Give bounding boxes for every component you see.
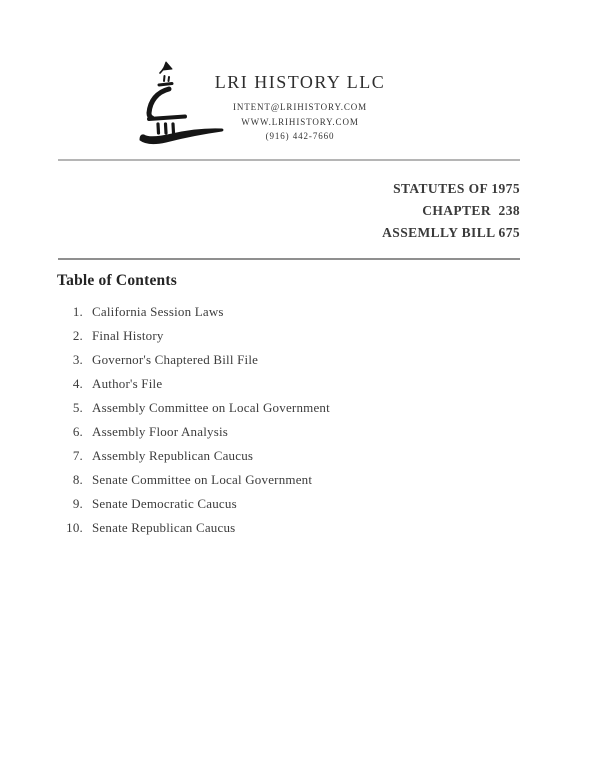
- toc-item: [50, 400, 330, 424]
- toc-item: [50, 304, 330, 328]
- toc-item: [50, 352, 330, 376]
- toc-item-number: 4.: [72, 376, 83, 391]
- toc-item-number: 1.: [72, 304, 83, 319]
- company-phone: (916) 442-7660: [265, 131, 335, 141]
- bill-line: ASSEMLLY BILL 675: [382, 225, 520, 240]
- toc-item-number: 10.: [66, 520, 83, 535]
- toc-item: [50, 328, 330, 352]
- toc-item-label: Assembly Committee on Local Government: [92, 400, 330, 415]
- divider-middle: [58, 258, 520, 260]
- toc-item-label: California Session Laws: [92, 304, 224, 319]
- divider-top: [58, 159, 520, 161]
- statute-reference: [382, 178, 520, 244]
- toc-title: Table of Contents: [57, 272, 177, 289]
- toc-item: [50, 424, 330, 448]
- toc-item-label: Assembly Republican Caucus: [92, 448, 254, 463]
- toc-item-number: 3.: [72, 352, 83, 367]
- toc-item-label: Author's File: [92, 376, 163, 391]
- toc-item-label: Senate Democratic Caucus: [92, 496, 237, 511]
- letterhead: [160, 72, 440, 141]
- toc-item-number: 2.: [72, 328, 83, 343]
- toc-item-label: Senate Republican Caucus: [92, 520, 236, 535]
- toc-item: [50, 496, 330, 520]
- toc-item-number: 5.: [72, 400, 83, 415]
- toc-item-number: 9.: [72, 496, 83, 511]
- company-name: LRI HISTORY LLC: [214, 72, 386, 92]
- toc-item-number: 8.: [72, 472, 83, 487]
- toc-item: [50, 472, 330, 496]
- statutes-line: STATUTES OF 1975: [393, 181, 520, 196]
- toc-item-label: Governor's Chaptered Bill File: [92, 352, 259, 367]
- toc-item: [50, 520, 330, 544]
- toc-item-number: 7.: [72, 448, 83, 463]
- toc-item-label: Senate Committee on Local Government: [92, 472, 313, 487]
- toc-item: [50, 376, 330, 400]
- chapter-line: CHAPTER 238: [422, 203, 520, 218]
- company-email: INTENT@LRIHISTORY.COM: [232, 102, 368, 112]
- toc-item: [50, 448, 330, 472]
- toc-item-label: Final History: [92, 328, 164, 343]
- toc-list: [50, 304, 330, 544]
- toc-item-number: 6.: [72, 424, 83, 439]
- company-website: WWW.LRIHISTORY.COM: [241, 116, 359, 127]
- toc-item-label: Assembly Floor Analysis: [92, 424, 229, 439]
